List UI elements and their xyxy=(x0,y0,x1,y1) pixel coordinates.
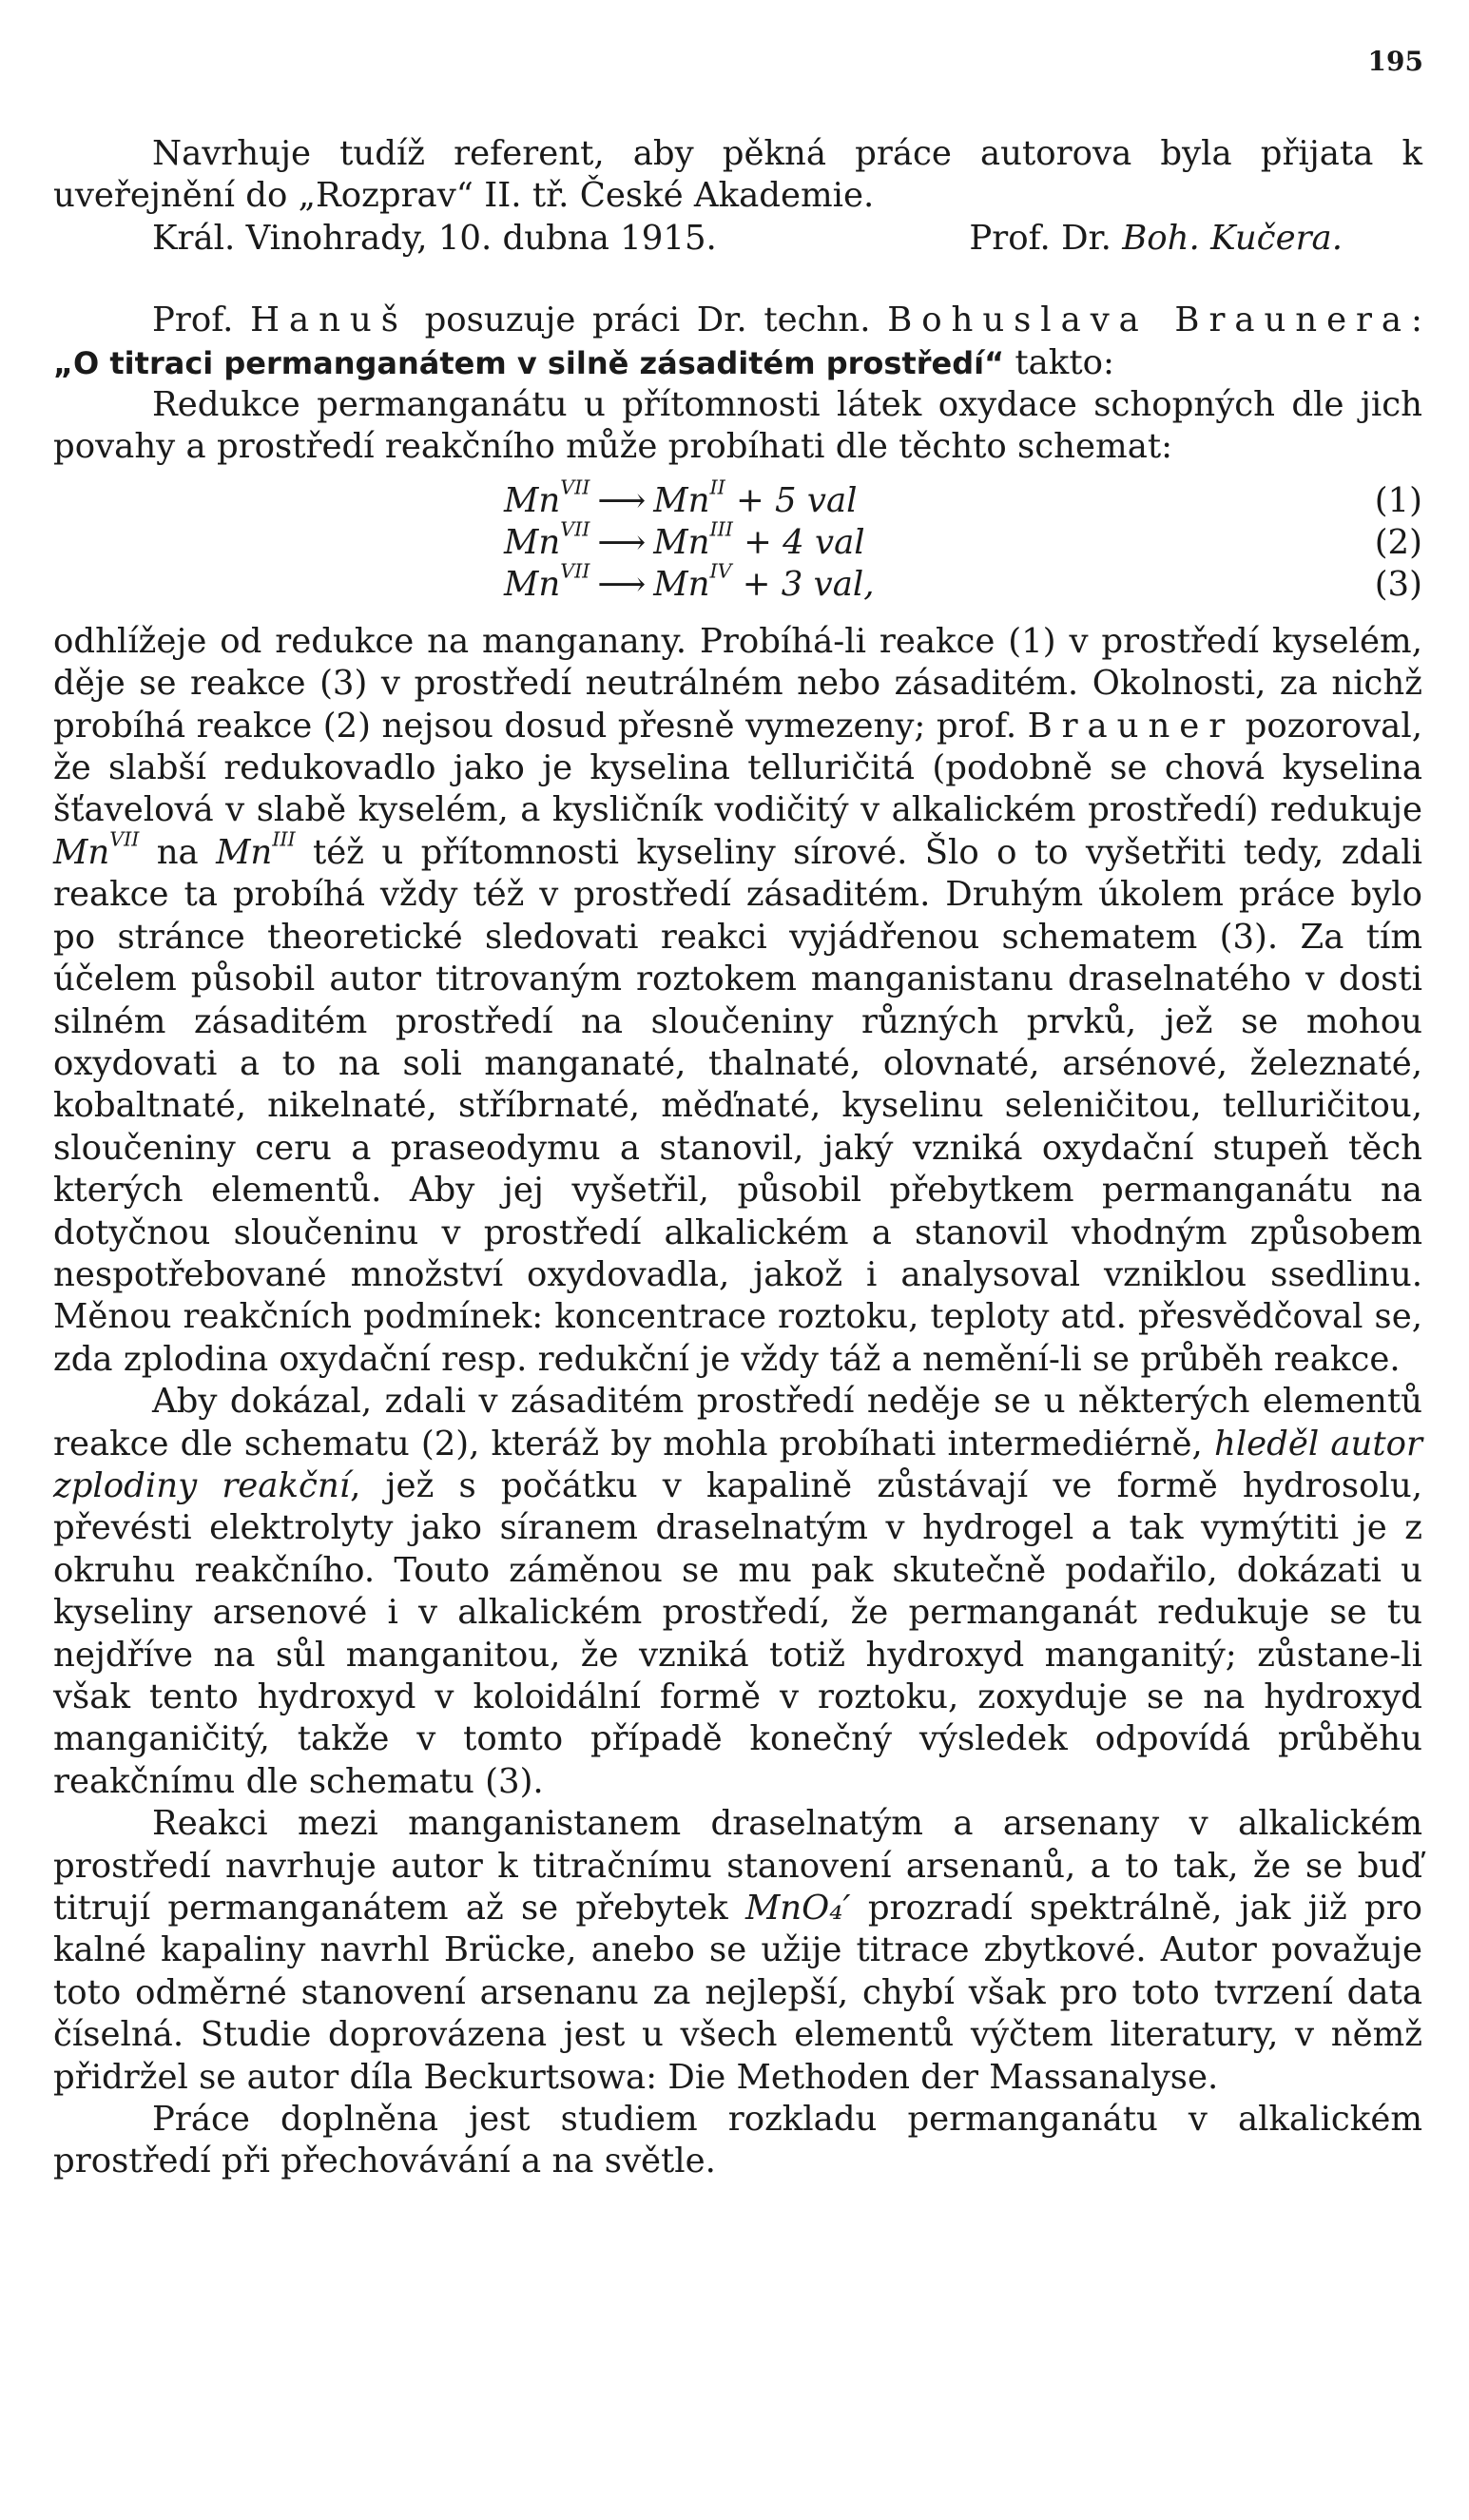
paper-title: „O titraci permanganátem v silně zásaditém prostředí“ xyxy=(53,344,1005,381)
reviewer-name: Hanuš xyxy=(250,300,408,340)
author-name: Bohuslava Braunera xyxy=(887,300,1412,340)
colloid-text-b: , jež s počátku v kapalině zůstávají ve formě hydrosolu, převésti elektrolyty jako síranem draselnatým v hydrogel a tak vymýtiti je z okruhu reakčního. Touto záměnou se mu pak skutečně podařilo, dokázati u kyseliny arsenové i v alkalickém prostředí, že permanganát redukuje se tu nejdříve na sůl manganitou, že vzniká totiž hydroxyd manganitý; zůstane-li však tento hydroxyd v koloidální formě v roztoku, zoxyduje se na hydroxyd manganičitý, takže v tomto případě konečný výsledek odpovídá průběhu reakčnímu dle schematu (3). xyxy=(53,1465,1422,1801)
equation xyxy=(504,559,1356,606)
colloid-paragraph xyxy=(53,1381,1422,1803)
main-text-b: pozoroval, že slabší redukovadlo jako je kyselina telluričitá (podobně se chová kyselina šťavelová v slabě kyselém, a kysličník vodičitý v alkalickém prostředí) redukuje xyxy=(53,706,1422,830)
eq-rhs: Mn xyxy=(653,522,710,562)
main-paragraph xyxy=(53,621,1422,1381)
colloid-text-a: Aby dokázal, zdali v zásaditém prostředí neděje se u některých elementů reakce dle schematu (2), kteráž by mohla probíhati intermediérně, xyxy=(53,1382,1422,1464)
arsenate-paragraph xyxy=(53,1803,1422,2099)
arrow-icon: ⟶ xyxy=(597,522,647,562)
equation xyxy=(504,475,1356,522)
mn-sup: III xyxy=(272,827,296,851)
signature-name: Boh. Kučera. xyxy=(1122,218,1343,258)
equation-row xyxy=(53,559,1422,606)
eq-lhs-sup: VII xyxy=(560,559,590,583)
eq-tail: + 5 val xyxy=(725,480,858,520)
equation-block xyxy=(53,475,1422,606)
final-paragraph: Práce doplněna jest studiem rozkladu permanganátu v alkalickém prostředí při přechovávání a na světle. xyxy=(53,2100,1422,2181)
equation xyxy=(504,517,1356,564)
review-colon: : xyxy=(1411,300,1423,340)
main-text-d: též u přítomnosti kyseliny sírové. Šlo o to vyšetřiti tedy, zdali reakce ta probíhá vždy též v prostředí zásaditém. Druhým úkolem práce bylo po stránce theoretické sledovati reakci vyjádřenou schematem (3). Za tím účelem působil autor titrovaným roztokem manganistanu draselnatého v dosti silném zásaditém prostředí na sloučeniny různých prvků, jež se mohou oxydovati a to na soli manganaté, thalnaté, olovnaté, arsénové, železnaté, kobaltnaté, nikelnaté, stříbrnaté, měďnaté, kyselinu seleničitou, telluričitou, sloučeniny ceru a praseodymu a stanovil, jaký vzniká oxydační stupeň těch kterých elementů. Aby jej vyšetřil, působil přebytkem permanganátu na dotyčnou sloučeninu v prostředí alkalickém a stanovil vhodným způsobem nespotřebované množství oxydovadla, jakož i analysoval vzniklou ssedlinu. Měnou reakčních podmínek: koncentrace roztoku, teploty atd. přesvědčoval se, zda zplodina oxydační resp. redukční je vždy táž a nemění-li se průběh reakce. xyxy=(53,832,1422,1379)
arrow-icon: ⟶ xyxy=(597,564,647,604)
mn-symbol: Mn xyxy=(53,832,110,872)
main-text-a: odhlížeje od redukce na manganany. Probíhá-li reakce (1) v prostředí kyselém, děje se reakce (3) v prostředí neutrálném nebo zásaditém. Okolnosti, za nichž probíhá reakce (2) nejsou dosud přesně vymezeny; prof. xyxy=(53,621,1422,746)
equation-row xyxy=(53,475,1422,522)
eq-rhs-sup: IV xyxy=(709,559,732,583)
signature-line xyxy=(53,218,1422,260)
brauner-name: Brauner xyxy=(1027,706,1235,746)
intro-paragraph: Redukce permanganátu u přítomnosti látek oxydace schopných dle jich povahy a prostředí reakčního může probíhati dle těchto schemat: xyxy=(53,385,1422,467)
place-date: Král. Vinohrady, 10. dubna 1915. xyxy=(152,218,717,258)
eq-tail: + 3 val, xyxy=(731,564,875,604)
equation-number: (2) xyxy=(1374,522,1422,562)
eq-rhs: Mn xyxy=(653,564,710,604)
eq-rhs-sup: III xyxy=(709,517,733,541)
eq-lhs-sup: VII xyxy=(560,475,590,499)
main-text-c: na xyxy=(139,832,217,872)
mn-sup: VII xyxy=(109,827,140,851)
signature-title: Prof. Dr. xyxy=(969,218,1123,258)
colloid-emphasis: hleděl autor zplodiny reakční xyxy=(53,1424,1422,1505)
page-number: 195 xyxy=(1367,46,1423,77)
recommendation-paragraph: Navrhuje tudíž referent, aby pěkná práce autorova byla přijata k uveřejnění do „Rozprav“ II. tř. České Akademie. xyxy=(53,134,1422,216)
eq-lhs-sup: VII xyxy=(560,517,590,541)
text-column xyxy=(53,133,1422,2183)
eq-lhs: Mn xyxy=(504,564,561,604)
equation-number: (3) xyxy=(1374,564,1422,604)
mn-symbol: Mn xyxy=(216,832,273,872)
permanganate-formula: MnO₄′ xyxy=(744,1889,851,1929)
review-prof-prefix: Prof. xyxy=(152,300,251,340)
arrow-icon: ⟶ xyxy=(597,480,647,520)
review-mid: posuzuje práci Dr. techn. xyxy=(407,300,888,340)
review-suffix: takto: xyxy=(1004,342,1114,382)
arsenate-text-a: Reakci mezi manganistanem draselnatým a arsenany v alkalickém prostředí navrhuje autor k titračnímu stanovení arsenanů, a to tak, že se buď titrují permanganátem až se přebytek xyxy=(53,1804,1422,1929)
eq-tail: + 4 val xyxy=(732,522,865,562)
eq-rhs: Mn xyxy=(653,480,710,520)
eq-lhs: Mn xyxy=(504,522,561,562)
eq-rhs-sup: II xyxy=(709,475,725,499)
signature xyxy=(969,218,1343,260)
review-intro xyxy=(53,300,1422,384)
eq-lhs: Mn xyxy=(504,480,561,520)
equation-row xyxy=(53,517,1422,564)
arsenate-text-b: prozradí spektrálně, jak již pro kalné kapaliny navrhl Brücke, anebo se užije titrace zbytkové. Autor považuje toto odměrné stanovení arsenanu za nejlepší, chybí však pro toto tvrzení data číselná. Studie doprovázena jest u všech elementů výčtem literatury, v němž přidržel se autor díla Beckurtsowa: Die Methoden der Massanalyse. xyxy=(53,1889,1422,2097)
equation-number: (1) xyxy=(1374,480,1422,520)
